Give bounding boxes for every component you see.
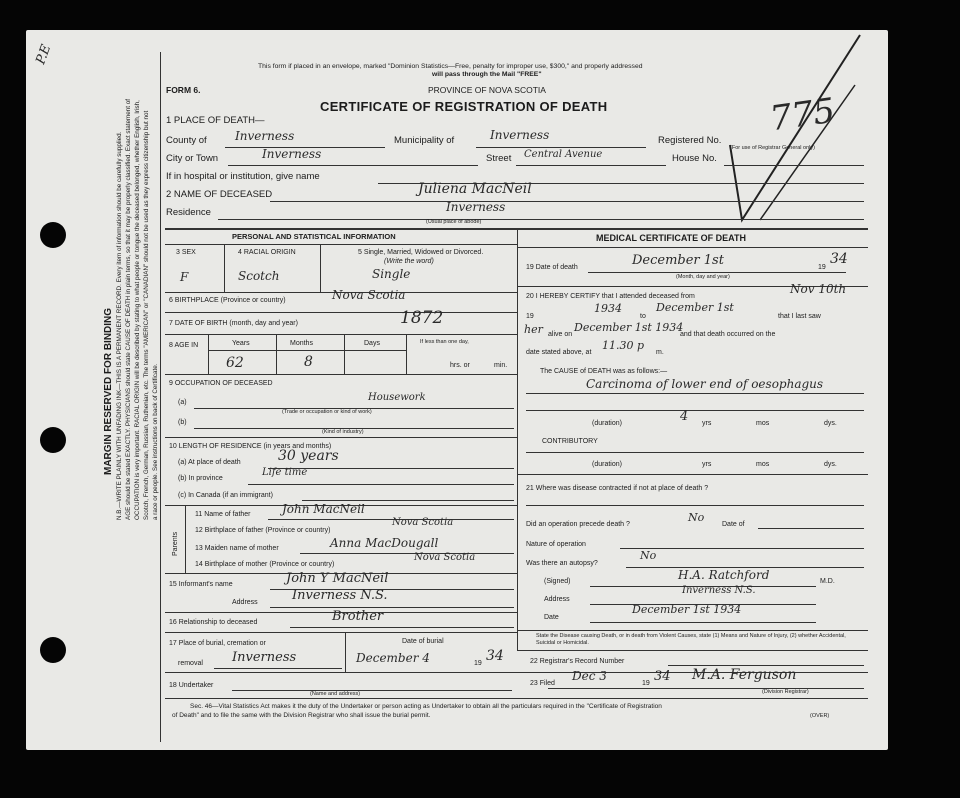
- date-stated-label: date stated above, at: [526, 349, 592, 356]
- province-heading: PROVINCE OF NOVA SCOTIA: [428, 85, 546, 95]
- death-date-label: 19 Date of death: [526, 264, 578, 271]
- father-label: 11 Name of father: [195, 511, 251, 518]
- duration-value: 4: [680, 409, 689, 424]
- occupation-value: Housework: [368, 392, 426, 403]
- county-value: Inverness: [235, 129, 295, 143]
- column-divider: [517, 228, 518, 650]
- birthplace-value: Nova Scotia: [332, 288, 406, 302]
- age-label: 8 AGE IN: [169, 342, 199, 349]
- year-prefix-1: 19: [526, 313, 534, 320]
- to-label: to: [640, 313, 646, 320]
- punch-hole: [40, 222, 66, 248]
- death-date-note: (Month, day and year): [676, 274, 730, 280]
- city-label: City or Town: [166, 153, 219, 164]
- burial-date-value: December 4: [356, 651, 430, 665]
- mother-birth-value: Nova Scotia: [414, 552, 476, 563]
- margin-rule: [160, 52, 161, 742]
- relationship-value: Brother: [332, 609, 384, 624]
- informant-label: 15 Informant's name: [169, 581, 233, 588]
- min-label: min.: [494, 362, 508, 369]
- age-years-value: 62: [226, 355, 244, 371]
- street-label: Street: [486, 153, 512, 164]
- cause-value: Carcinoma of lower end of oesophagus: [586, 377, 824, 391]
- undertaker-note: (Name and address): [310, 691, 361, 697]
- margin-text-line: Scotch, French, German, Russian, Ruthenian, etc. The terms "AMERICAN" or "CANADIAN" should not be used as they express citizenship but not: [143, 110, 150, 520]
- certify-label: 20 I HEREBY CERTIFY that I attended deceased from: [526, 293, 695, 300]
- registrar-label: 22 Registrar's Record Number: [530, 658, 625, 665]
- city-value: Inverness: [262, 147, 322, 161]
- signed-label: (Signed): [544, 578, 571, 585]
- cause-label: The CAUSE of DEATH was as follows:—: [540, 368, 668, 375]
- alive-on-label: alive on: [548, 331, 573, 338]
- burial-removal-label: removal: [178, 660, 203, 667]
- burial-year-prefix: 19: [474, 660, 482, 667]
- filed-year-value: 34: [654, 669, 671, 684]
- mail-note: This form if placed in an envelope, marked "Dominion Statistics—Free, penalty for improper use, $300," and properly addressed: [258, 63, 643, 70]
- dob-label: 7 DATE OF BIRTH (month, day and year): [169, 320, 298, 327]
- father-birth-value: Nova Scotia: [392, 517, 454, 528]
- autopsy-label: Was there an autopsy?: [526, 560, 598, 567]
- date-of-label: Date of: [722, 521, 745, 528]
- marital-value: Single: [372, 267, 411, 281]
- punch-hole: [40, 427, 66, 453]
- residence-note: (Usual place of abode): [426, 219, 482, 225]
- birthplace-label: 6 BIRTHPLACE (Province or country): [169, 297, 286, 304]
- burial-date-label: Date of burial: [402, 638, 444, 645]
- attended-from-value: Nov 10th: [790, 282, 847, 296]
- medical-heading: MEDICAL CERTIFICATE OF DEATH: [596, 233, 746, 243]
- parents-label: Parents: [172, 531, 179, 556]
- yrs-label-2: yrs: [702, 461, 712, 468]
- age-days-label: Days: [364, 340, 380, 347]
- alive-on-value: December 1st 1934: [574, 321, 684, 334]
- burial-year-value: 34: [486, 648, 504, 664]
- nature-label: Nature of operation: [526, 541, 586, 548]
- registered-number: 775: [767, 90, 838, 140]
- municipality-label: Municipality of: [394, 135, 455, 146]
- occurred-label: and that death occurred on the: [680, 331, 776, 338]
- place-heading: 1 PLACE OF DEATH—: [166, 115, 265, 126]
- sex-value: F: [180, 270, 189, 284]
- attended-to-value: December 1st: [656, 301, 734, 314]
- street-value: Central Avenue: [524, 149, 603, 160]
- physician-address-value: Inverness N.S.: [682, 585, 756, 596]
- operation-value: No: [688, 511, 705, 524]
- county-label: County of: [166, 135, 207, 146]
- hrs-label: hrs. or: [450, 362, 470, 369]
- burial-label: 17 Place of burial, cremation or: [169, 640, 266, 647]
- province-value: Life time: [262, 467, 308, 478]
- undertaker-label: 18 Undertaker: [169, 682, 214, 689]
- municipality-value: Inverness: [490, 128, 550, 142]
- contracted-label: 21 Where was disease contracted if not at place of death ?: [526, 485, 709, 492]
- mos-label-2: mos: [756, 461, 770, 468]
- registered-label: Registered No.: [658, 135, 722, 146]
- division-registrar-note: (Division Registrar): [762, 689, 809, 695]
- province-label: (b) In province: [178, 475, 223, 482]
- filed-value: Dec 3: [572, 669, 607, 683]
- residence-label: Residence: [166, 207, 211, 218]
- residence-value: Inverness: [446, 200, 506, 214]
- marital-note: (Write the word): [384, 258, 434, 265]
- autopsy-value: No: [640, 549, 657, 562]
- md-label: M.D.: [820, 578, 835, 585]
- burial-place-value: Inverness: [232, 650, 297, 665]
- margin-text-line: OCCUPATION is very important. RACIAL ORIGIN will be described by stating to what people or tongue the deceased belonged, whether English, Irish,: [134, 100, 141, 520]
- registrar-signature: M.A. Ferguson: [692, 667, 797, 683]
- duration-label-2: (duration): [592, 461, 622, 468]
- less-day-label: If less than one day,: [420, 339, 469, 345]
- margin-title: MARGIN RESERVED FOR BINDING: [103, 307, 114, 475]
- informant-address-label: Address: [232, 599, 258, 606]
- yrs-label: yrs: [702, 420, 712, 427]
- state-note: State the Disease causing Death, or in death from Violent Causes, state (1) Means and Nature of Injury, (2) whether Accidental, Suicidal or Homicidal.: [536, 633, 846, 646]
- sec46-line1: Sec. 46—Vital Statistics Act makes it the duty of the Undertaker or person acting as Undertaker to obtain all the particulars required in the "Certificate of Registration: [190, 703, 662, 710]
- at-place-label: (a) At place of death: [178, 459, 241, 466]
- father-value: John MacNeil: [282, 502, 365, 516]
- corner-mark: P.E: [33, 42, 55, 67]
- m-label: m.: [656, 349, 664, 356]
- filed-label: 23 Filed: [530, 680, 555, 687]
- signed-value: H.A. Ratchford: [678, 568, 770, 582]
- age-months-value: 8: [304, 354, 313, 370]
- deceased-name-value: Juliena MacNeil: [418, 181, 532, 197]
- last-saw-label: that I last saw: [778, 313, 821, 320]
- occupation-note: (Trade or occupation or kind of work): [282, 409, 372, 415]
- age-months-label: Months: [290, 340, 313, 347]
- mother-label: 13 Maiden name of mother: [195, 545, 279, 552]
- marital-label: 5 Single, Married, Widowed or Divorced.: [358, 249, 484, 256]
- registrar-note: (For use of Registrar General only): [730, 145, 815, 151]
- canada-label: (c) In Canada (if an immigrant): [178, 492, 273, 499]
- residence-length-label: 10 LENGTH OF RESIDENCE (in years and months): [169, 443, 332, 450]
- at-place-value: 30 years: [278, 448, 339, 464]
- hospital-label: If in hospital or institution, give name: [166, 171, 320, 182]
- margin-text-line: N.B.—WRITE PLAINLY WITH UNFADING INK—THIS IS A PERMANENT RECORD. Every item of information should be carefully supplied.: [116, 131, 123, 520]
- occ-b: (b): [178, 419, 187, 426]
- mos-label: mos: [756, 420, 770, 427]
- mother-birth-label: 14 Birthplace of mother (Province or country): [195, 561, 335, 568]
- check-mark-stroke: [720, 30, 870, 230]
- duration-label: (duration): [592, 420, 622, 427]
- house-label: House No.: [672, 153, 717, 164]
- death-date-value: December 1st: [632, 253, 724, 268]
- margin-text-line: a race or people. See instructions on back of Certificate.: [152, 363, 159, 520]
- death-year-prefix: 19: [818, 264, 826, 271]
- margin-text-line: AGE should be stated EXACTLY. PHYSICIANS should state CAUSE OF DEATH in plain terms, so that it may be properly classified. Exact statement of: [125, 98, 132, 520]
- contributory-label: CONTRIBUTORY: [542, 438, 598, 445]
- punch-hole: [40, 637, 66, 663]
- operation-label: Did an operation precede death ?: [526, 521, 630, 528]
- deceased-name-label: 2 NAME OF DECEASED: [166, 189, 273, 200]
- over-note: (OVER): [810, 713, 830, 719]
- dys-label: dys.: [824, 420, 837, 427]
- personal-heading: PERSONAL AND STATISTICAL INFORMATION: [232, 232, 396, 241]
- age-years-label: Years: [232, 340, 250, 347]
- physician-address-label: Address: [544, 596, 570, 603]
- form-number: FORM 6.: [166, 85, 201, 95]
- industry-note: (Kind of industry): [322, 429, 364, 435]
- dob-value: 1872: [400, 308, 444, 328]
- occ-a: (a): [178, 399, 187, 406]
- death-time-value: 11.30 p: [602, 339, 645, 352]
- signed-date-label: Date: [544, 614, 559, 621]
- sex-label: 3 SEX: [176, 249, 196, 256]
- informant-value: John Y MacNeil: [286, 571, 389, 586]
- occupation-label: 9 OCCUPATION OF DECEASED: [169, 380, 273, 387]
- her-value: her: [524, 323, 543, 336]
- father-birth-label: 12 Birthplace of father (Province or country): [195, 527, 331, 534]
- attended-year-value: 1934: [594, 302, 622, 315]
- mother-value: Anna MacDougall: [330, 536, 439, 550]
- death-year-value: 34: [830, 251, 848, 267]
- sec46-line2: of Death" and to file the same with the Division Registrar who shall issue the burial permit.: [172, 712, 431, 719]
- informant-address-value: Inverness N.S.: [292, 588, 388, 603]
- racial-value: Scotch: [238, 269, 280, 283]
- certificate-title: CERTIFICATE OF REGISTRATION OF DEATH: [320, 99, 608, 114]
- dys-label-2: dys.: [824, 461, 837, 468]
- mail-note-free: will pass through the Mail "FREE": [432, 71, 542, 78]
- signed-date-value: December 1st 1934: [632, 603, 742, 616]
- filed-year-prefix: 19: [642, 680, 650, 687]
- relationship-label: 16 Relationship to deceased: [169, 619, 258, 626]
- racial-label: 4 RACIAL ORIGIN: [238, 249, 296, 256]
